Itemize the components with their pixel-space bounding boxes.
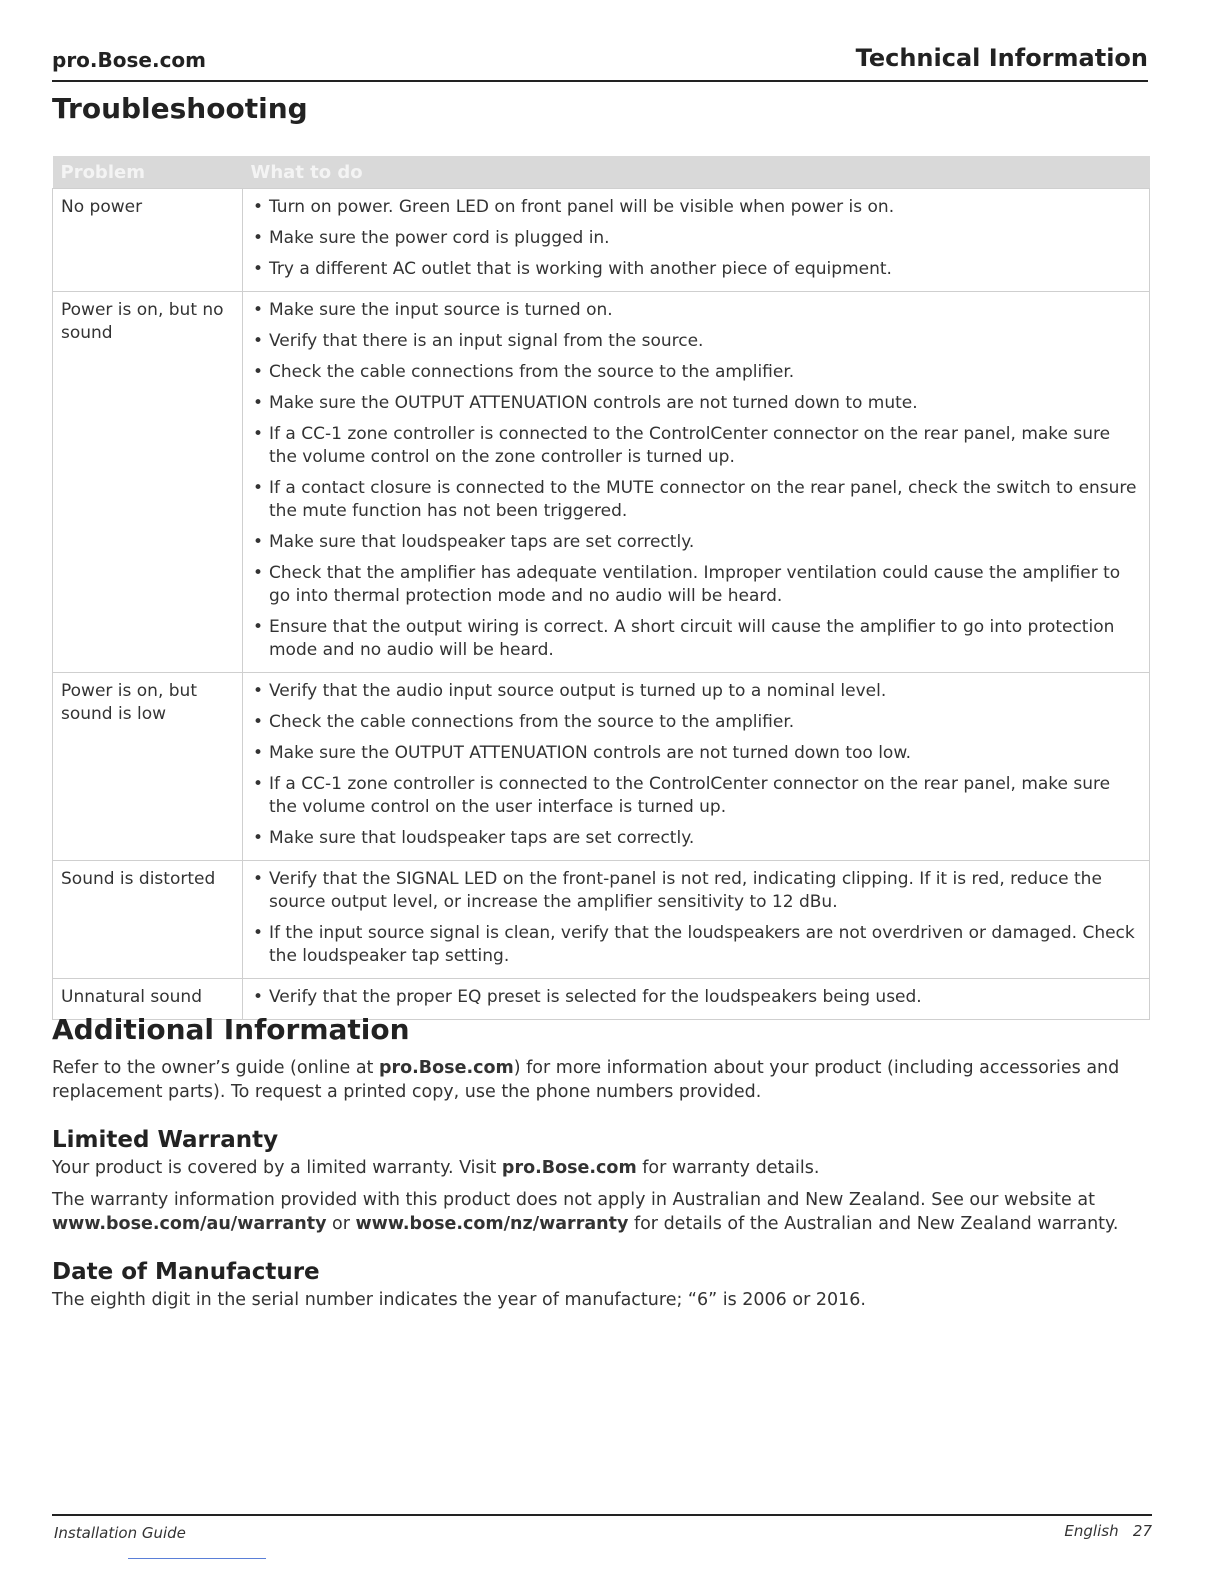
list-item: • Verify that the audio input source output is turned up to a nominal level.: [269, 680, 1141, 703]
footer-guide-name: Installation Guide: [54, 1524, 186, 1542]
page-number: 27: [1132, 1522, 1152, 1540]
troubleshooting-table-body: [53, 189, 1150, 1020]
table-row: [53, 861, 1150, 979]
section-title: Technical Information: [855, 44, 1148, 72]
list-item: • Check the cable connections from the source to the amplifier.: [269, 361, 1141, 384]
list-item: • If a contact closure is connected to the MUTE connector on the rear panel, check the switch to ensure the mute function has not been triggered.: [269, 477, 1141, 523]
warranty-text-2: The warranty information provided with this product does not apply in Australian and New Zealand. See our website at www.bose.com/au/warranty or www.bose.com/nz/warranty for details of the Australian and New Zealand warranty.: [52, 1190, 1119, 1234]
list-item: • If a CC-1 zone controller is connected to the ControlCenter connector on the rear panel, make sure the volume control on the zone controller is turned up.: [269, 423, 1141, 469]
nz-warranty-link: www.bose.com/nz/warranty: [355, 1214, 629, 1234]
troubleshooting-table: [52, 156, 1150, 1020]
problem-cell: Unnatural sound: [53, 979, 243, 1020]
list-item: • Make sure the OUTPUT ATTENUATION controls are not turned down too low.: [269, 742, 1141, 765]
solution-list: [251, 986, 1141, 1009]
footer-page-info: [1064, 1522, 1152, 1540]
page-footer: [52, 1514, 1152, 1542]
list-item: • Make sure the input source is turned on.: [269, 299, 1141, 322]
pro-bose-link: pro.Bose.com: [378, 1058, 514, 1078]
problem-cell: Sound is distorted: [53, 861, 243, 979]
limited-warranty-title: Limited Warranty: [52, 1127, 279, 1153]
list-item: • Make sure the OUTPUT ATTENUATION controls are not turned down to mute.: [269, 392, 1141, 415]
page-header: [52, 44, 1148, 82]
date-of-manufacture-text: The eighth digit in the serial number indicates the year of manufacture; “6” is 2006 or 2016.: [52, 1290, 866, 1310]
problem-cell: Power is on, but sound is low: [53, 673, 243, 861]
table-row: [53, 189, 1150, 292]
list-item: • If the input source signal is clean, verify that the loudspeakers are not overdriven or damaged. Check the loudspeaker tap setting.: [269, 922, 1141, 968]
list-item: • Verify that there is an input signal from the source.: [269, 330, 1141, 353]
column-header-problem: Problem: [53, 156, 243, 189]
solution-list: [251, 868, 1141, 968]
list-item: • Verify that the proper EQ preset is selected for the loudspeakers being used.: [269, 986, 1141, 1009]
problem-cell: No power: [53, 189, 243, 292]
additional-information-title: Additional Information: [52, 1013, 410, 1046]
list-item: • Make sure that loudspeaker taps are set correctly.: [269, 531, 1141, 554]
list-item: • Make sure that loudspeaker taps are set correctly.: [269, 827, 1141, 850]
problem-cell: Power is on, but no sound: [53, 292, 243, 673]
list-item: • Verify that the SIGNAL LED on the front-panel is not red, indicating clipping. If it is red, reduce the source output level, or increase the amplifier sensitivity to 12 dBu.: [269, 868, 1141, 914]
additional-information-text: Refer to the owner’s guide (online at pro.Bose.com) for more information about your product (including accessories and replacement parts). To request a printed copy, use the phone numbers provided.: [52, 1058, 1120, 1102]
column-header-what-to-do: What to do: [243, 156, 1150, 189]
solution-cell: [243, 673, 1150, 861]
solution-cell: [243, 292, 1150, 673]
troubleshooting-title: Troubleshooting: [52, 92, 308, 125]
table-header-row: [53, 156, 1150, 189]
site-name: pro.Bose.com: [52, 48, 207, 72]
list-item: • Make sure the power cord is plugged in.: [269, 227, 1141, 250]
solution-cell: [243, 189, 1150, 292]
footer-language: English: [1064, 1522, 1119, 1540]
au-warranty-link: www.bose.com/au/warranty: [52, 1214, 327, 1234]
table-row: [53, 673, 1150, 861]
solution-list: [251, 680, 1141, 850]
solution-list: [251, 299, 1141, 662]
list-item: • Turn on power. Green LED on front panel will be visible when power is on.: [269, 196, 1141, 219]
table-row: [53, 292, 1150, 673]
date-of-manufacture-title: Date of Manufacture: [52, 1259, 320, 1285]
list-item: • Ensure that the output wiring is correct. A short circuit will cause the amplifier to go into protection mode and no audio will be heard.: [269, 616, 1141, 662]
list-item: • If a CC-1 zone controller is connected to the ControlCenter connector on the rear panel, make sure the volume control on the user interface is turned up.: [269, 773, 1141, 819]
additional-information-section: [52, 1013, 1148, 1320]
solution-list: [251, 196, 1141, 281]
list-item: • Check that the amplifier has adequate ventilation. Improper ventilation could cause the amplifier to go into thermal protection mode and no audio will be heard.: [269, 562, 1141, 608]
warranty-text-1: Your product is covered by a limited warranty. Visit pro.Bose.com for warranty details.: [52, 1158, 820, 1178]
list-item: • Check the cable connections from the source to the amplifier.: [269, 711, 1141, 734]
list-item: • Try a different AC outlet that is working with another piece of equipment.: [269, 258, 1141, 281]
pro-bose-warranty-link: pro.Bose.com: [501, 1158, 637, 1178]
decorative-line: [128, 1558, 266, 1559]
solution-cell: [243, 861, 1150, 979]
